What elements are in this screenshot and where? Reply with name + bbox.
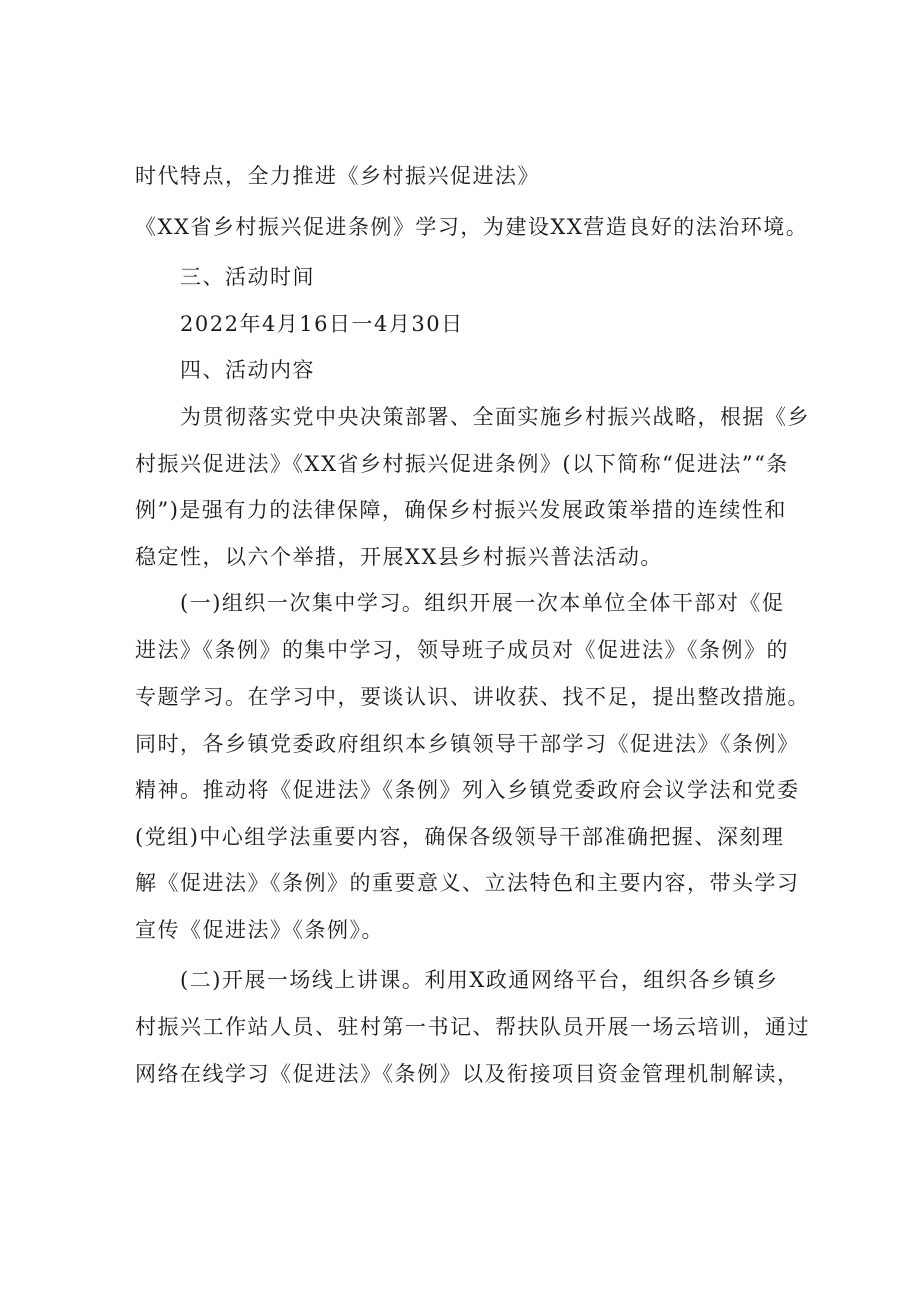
text-line: 精神。推动将《促进法》《条例》列入乡镇党委政府会议学法和党委 bbox=[135, 778, 800, 802]
text-line: (二)开展一场线上讲课。利用X政通网络平台，组织各乡镇乡 bbox=[180, 968, 779, 992]
text-line: 专题学习。在学习中，要谈认识、讲收获、找不足，提出整改措施。 bbox=[135, 685, 810, 709]
text-line: (一)组织一次集中学习。组织开展一次本单位全体干部对《促 bbox=[180, 591, 785, 615]
text-line: 稳定性，以六个举措，开展XX县乡村振兴普法活动。 bbox=[135, 545, 663, 569]
text-line: 村振兴工作站人员、驻村第一书记、帮扶队员开展一场云培训，通过 bbox=[135, 1015, 810, 1039]
section-heading: 四、活动内容 bbox=[180, 358, 315, 382]
section-heading: 三、活动时间 bbox=[180, 265, 315, 289]
text-line: 宣传《促进法》《条例》。 bbox=[135, 918, 384, 942]
text-line: 《XX省乡村振兴促进条例》学习，为建设XX营造良好的法治环境。 bbox=[135, 215, 809, 239]
text-line: 网络在线学习《促进法》《条例》以及衔接项目资金管理机制解读， bbox=[135, 1062, 800, 1086]
activity-date: 2022年4月16日一4月30日 bbox=[180, 312, 464, 336]
text-line: 时代特点，全力推进《乡村振兴促进法》 bbox=[135, 164, 540, 188]
text-line: (党组)中心组学法重要内容，确保各级领导干部准确把握、深刻理 bbox=[135, 825, 785, 849]
text-line: 解《促进法》《条例》的重要意义、立法特色和主要内容，带头学习 bbox=[135, 871, 800, 895]
text-line: 同时，各乡镇党委政府组织本乡镇领导干部学习《促进法》《条例》 bbox=[135, 732, 800, 756]
text-line: 为贯彻落实党中央决策部署、全面实施乡村振兴战略，根据《乡 bbox=[180, 405, 810, 429]
text-line: 进法》《条例》的集中学习，领导班子成员对《促进法》《条例》的 bbox=[135, 638, 789, 662]
text-line: 村振兴促进法》《XX省乡村振兴促进条例》(以下简称“促进法”“条 bbox=[135, 452, 789, 476]
text-line: 例”)是强有力的法律保障，确保乡村振兴发展政策举措的连续性和 bbox=[135, 498, 787, 522]
